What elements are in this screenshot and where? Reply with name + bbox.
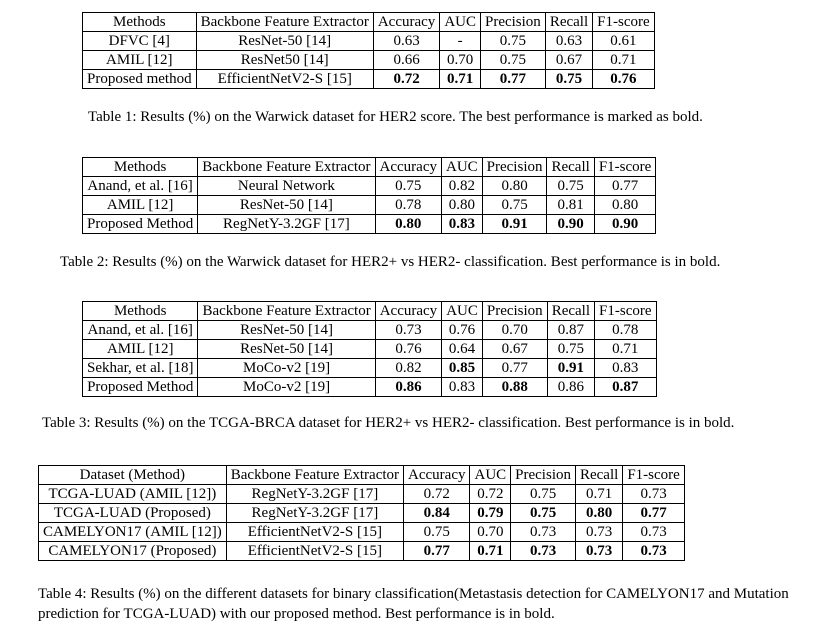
table-cell: 0.73 <box>575 542 622 561</box>
table-row <box>39 523 685 542</box>
table-3-wrapper <box>82 301 657 397</box>
table-cell: Proposed Method <box>83 215 198 234</box>
column-header: F1-score <box>594 158 656 177</box>
table-4 <box>38 465 685 561</box>
table-cell: 0.63 <box>545 32 592 51</box>
table-cell: ResNet-50 [14] <box>196 32 373 51</box>
table-cell: 0.73 <box>375 321 441 340</box>
table-cell: 0.86 <box>375 378 441 397</box>
table-cell: 0.80 <box>575 504 622 523</box>
table-cell: 0.73 <box>623 485 685 504</box>
table-cell: 0.71 <box>470 542 511 561</box>
column-header: Recall <box>547 302 594 321</box>
table-cell: DFVC [4] <box>83 32 197 51</box>
table-cell: AMIL [12] <box>83 340 198 359</box>
table-cell: 0.78 <box>595 321 657 340</box>
table-header-row <box>39 466 685 485</box>
table-cell: Neural Network <box>198 177 375 196</box>
column-header: Accuracy <box>375 158 441 177</box>
table-cell: 0.71 <box>575 485 622 504</box>
table-cell: 0.85 <box>442 359 483 378</box>
table-cell: 0.72 <box>373 70 439 89</box>
table-cell: 0.64 <box>442 340 483 359</box>
table-cell: 0.76 <box>593 70 655 89</box>
column-header: Precision <box>482 158 547 177</box>
table-cell: 0.83 <box>595 359 657 378</box>
table-row <box>39 504 685 523</box>
column-header: Backbone Feature Extractor <box>198 302 375 321</box>
table-cell: 0.86 <box>547 378 594 397</box>
column-header: Backbone Feature Extractor <box>198 158 375 177</box>
table-cell: 0.77 <box>480 70 545 89</box>
table-cell: 0.87 <box>595 378 657 397</box>
table-cell: AMIL [12] <box>83 196 198 215</box>
column-header: Recall <box>545 13 592 32</box>
table-cell: 0.75 <box>480 32 545 51</box>
column-header: Recall <box>575 466 622 485</box>
table-cell: 0.73 <box>511 523 576 542</box>
table-1-wrapper <box>82 12 655 89</box>
table-row <box>83 359 657 378</box>
table-row <box>83 378 657 397</box>
table-cell: 0.91 <box>482 215 547 234</box>
column-header: Precision <box>511 466 576 485</box>
table-cell: 0.80 <box>375 215 441 234</box>
table-cell: 0.73 <box>623 542 685 561</box>
table-cell: 0.80 <box>594 196 656 215</box>
table-cell: TCGA-LUAD (Proposed) <box>39 504 227 523</box>
table-cell: 0.72 <box>404 485 470 504</box>
table-cell: 0.67 <box>482 340 547 359</box>
table-4-wrapper <box>38 465 685 561</box>
table-cell: EfficientNetV2-S [15] <box>196 70 373 89</box>
column-header: AUC <box>470 466 511 485</box>
table-cell: Proposed method <box>83 70 197 89</box>
table-3-caption: Table 3: Results (%) on the TCGA-BRCA dataset for HER2+ vs HER2- classification. Best performance is in bold. <box>42 415 735 431</box>
table-header-row <box>83 13 655 32</box>
column-header: Methods <box>83 13 197 32</box>
table-header-row <box>83 302 657 321</box>
table-cell: EfficientNetV2-S [15] <box>226 523 403 542</box>
table-cell: CAMELYON17 (Proposed) <box>39 542 227 561</box>
table-cell: Anand, et al. [16] <box>83 321 198 340</box>
table-cell: 0.75 <box>375 177 441 196</box>
table-row <box>83 70 655 89</box>
table-cell: 0.73 <box>575 523 622 542</box>
table-row <box>83 215 656 234</box>
table-row <box>83 51 655 70</box>
table-cell: RegNetY-3.2GF [17] <box>226 485 403 504</box>
column-header: AUC <box>441 158 482 177</box>
table-cell: RegNetY-3.2GF [17] <box>226 504 403 523</box>
table-cell: 0.82 <box>375 359 441 378</box>
column-header: Precision <box>482 302 547 321</box>
table-cell: Sekhar, et al. [18] <box>83 359 198 378</box>
table-cell: 0.90 <box>594 215 656 234</box>
table-2-wrapper <box>82 157 656 234</box>
table-cell: 0.71 <box>593 51 655 70</box>
table-cell: 0.73 <box>623 523 685 542</box>
column-header: Accuracy <box>373 13 439 32</box>
table-row <box>83 177 656 196</box>
table-cell: ResNet-50 [14] <box>198 340 375 359</box>
table-cell: ResNet50 [14] <box>196 51 373 70</box>
table-cell: 0.80 <box>441 196 482 215</box>
table-cell: 0.72 <box>470 485 511 504</box>
table-cell: 0.87 <box>547 321 594 340</box>
table-1-caption: Table 1: Results (%) on the Warwick dataset for HER2 score. The best performance is marked as bold. <box>88 109 703 125</box>
table-row <box>83 196 656 215</box>
column-header: F1-score <box>623 466 685 485</box>
table-cell: 0.73 <box>511 542 576 561</box>
table-cell: 0.79 <box>470 504 511 523</box>
table-2-caption: Table 2: Results (%) on the Warwick dataset for HER2+ vs HER2- classification. Best performance is in bold. <box>60 254 721 270</box>
table-cell: 0.81 <box>547 196 594 215</box>
column-header: AUC <box>440 13 481 32</box>
column-header: Dataset (Method) <box>39 466 227 485</box>
table-cell: 0.75 <box>404 523 470 542</box>
table-cell: 0.83 <box>441 215 482 234</box>
column-header: F1-score <box>593 13 655 32</box>
table-cell: 0.75 <box>511 504 576 523</box>
table-2 <box>82 157 656 234</box>
table-cell: 0.70 <box>470 523 511 542</box>
table-row <box>83 340 657 359</box>
table-cell: Proposed Method <box>83 378 198 397</box>
table-cell: 0.82 <box>441 177 482 196</box>
table-4-caption: Table 4: Results (%) on the different datasets for binary classification(Metastasis detection for CAMELYON17 and Mutation prediction for TCGA-LUAD) with our proposed method. Best performance is in bold. <box>38 586 789 622</box>
table-cell: EfficientNetV2-S [15] <box>226 542 403 561</box>
table-cell: - <box>440 32 481 51</box>
table-cell: 0.75 <box>547 177 594 196</box>
table-cell: 0.90 <box>547 215 594 234</box>
table-cell: 0.77 <box>594 177 656 196</box>
table-cell: TCGA-LUAD (AMIL [12]) <box>39 485 227 504</box>
table-cell: 0.75 <box>482 196 547 215</box>
table-cell: 0.76 <box>375 340 441 359</box>
table-cell: 0.83 <box>442 378 483 397</box>
table-cell: AMIL [12] <box>83 51 197 70</box>
table-cell: ResNet-50 [14] <box>198 321 375 340</box>
table-row <box>83 321 657 340</box>
table-cell: 0.75 <box>480 51 545 70</box>
column-header: Backbone Feature Extractor <box>196 13 373 32</box>
table-cell: 0.70 <box>482 321 547 340</box>
table-cell: 0.75 <box>545 70 592 89</box>
table-cell: 0.71 <box>595 340 657 359</box>
table-cell: 0.91 <box>547 359 594 378</box>
table-cell: Anand, et al. [16] <box>83 177 198 196</box>
table-1 <box>82 12 655 89</box>
table-cell: MoCo-v2 [19] <box>198 378 375 397</box>
column-header: Accuracy <box>404 466 470 485</box>
table-cell: 0.77 <box>404 542 470 561</box>
column-header: Accuracy <box>375 302 441 321</box>
column-header: Methods <box>83 302 198 321</box>
table-cell: MoCo-v2 [19] <box>198 359 375 378</box>
column-header: F1-score <box>595 302 657 321</box>
table-row <box>39 485 685 504</box>
table-cell: 0.75 <box>511 485 576 504</box>
table-row <box>39 542 685 561</box>
table-cell: 0.71 <box>440 70 481 89</box>
column-header: Backbone Feature Extractor <box>226 466 403 485</box>
table-cell: 0.84 <box>404 504 470 523</box>
table-cell: 0.76 <box>442 321 483 340</box>
table-3 <box>82 301 657 397</box>
table-cell: 0.70 <box>440 51 481 70</box>
table-cell: 0.63 <box>373 32 439 51</box>
table-row <box>83 32 655 51</box>
table-cell: 0.67 <box>545 51 592 70</box>
column-header: Precision <box>480 13 545 32</box>
table-header-row <box>83 158 656 177</box>
table-cell: CAMELYON17 (AMIL [12]) <box>39 523 227 542</box>
table-cell: 0.88 <box>482 378 547 397</box>
table-cell: 0.61 <box>593 32 655 51</box>
table-cell: 0.78 <box>375 196 441 215</box>
table-cell: 0.77 <box>482 359 547 378</box>
table-cell: ResNet-50 [14] <box>198 196 375 215</box>
table-cell: 0.77 <box>623 504 685 523</box>
table-cell: 0.75 <box>547 340 594 359</box>
table-cell: RegNetY-3.2GF [17] <box>198 215 375 234</box>
table-cell: 0.66 <box>373 51 439 70</box>
table-cell: 0.80 <box>482 177 547 196</box>
column-header: Methods <box>83 158 198 177</box>
column-header: AUC <box>442 302 483 321</box>
column-header: Recall <box>547 158 594 177</box>
